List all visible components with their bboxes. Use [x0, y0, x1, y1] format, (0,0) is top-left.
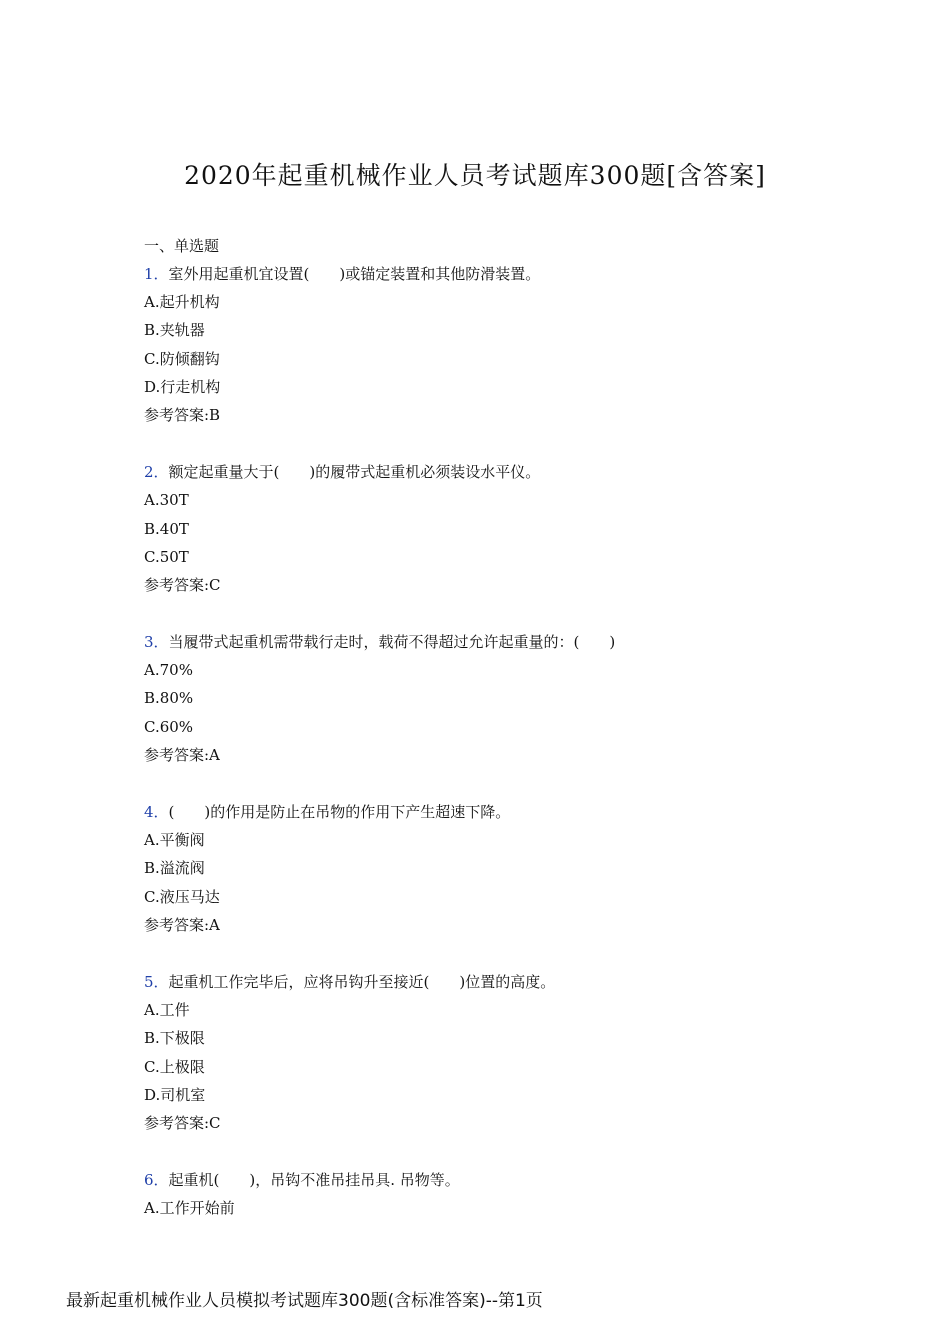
- question-text: 起重机工作完毕后，应将吊钩升至接近( )位置的高度。: [168, 972, 556, 991]
- answer-option: A.工作开始前: [144, 1199, 235, 1218]
- question-number: 4．: [144, 803, 169, 821]
- question-block: [144, 628, 844, 769]
- page-footer: 最新起重机械作业人员模拟考试题库300题(含标准答案)--第1页: [66, 1291, 543, 1311]
- answer-option: C.防倾翻钩: [144, 349, 220, 368]
- answer-option: B.80%: [144, 689, 194, 708]
- reference-answer: 参考答案:C: [144, 575, 221, 594]
- question-spacer: [144, 769, 844, 798]
- answer-option: A.平衡阀: [144, 831, 205, 850]
- question-number: 2．: [144, 463, 169, 482]
- answer-option: B.溢流阀: [144, 859, 205, 878]
- question-list: [144, 232, 844, 1222]
- question-block: [144, 260, 844, 429]
- answer-option: B.40T: [144, 519, 189, 538]
- question-spacer: [144, 1137, 844, 1166]
- answer-option: C.60%: [144, 717, 194, 736]
- answer-option: D.行走机构: [144, 377, 221, 396]
- answer-option: A.工件: [144, 1001, 190, 1020]
- document-title: 2020年起重机械作业人员考试题库300题[含答案]: [184, 161, 766, 190]
- section-heading: 一、单选题: [144, 237, 220, 255]
- answer-option: A.起升机构: [144, 293, 220, 312]
- answer-option: C.50T: [144, 547, 189, 566]
- answer-option: D.司机室: [144, 1085, 206, 1104]
- question-block: [144, 798, 844, 939]
- question-block: [144, 458, 844, 599]
- question-text: 室外用起重机宜设置( )或锚定装置和其他防滑装置。: [168, 265, 541, 283]
- question-number: 6．: [144, 1171, 169, 1190]
- question-stem: [144, 968, 844, 996]
- question-text: 起重机( )，吊钩不准吊挂吊具. 吊物等。: [168, 1171, 460, 1190]
- question-stem: [144, 628, 844, 656]
- question-spacer: [144, 939, 844, 968]
- question-text: ( )的作用是防止在吊物的作用下产生超速下降。: [168, 803, 511, 821]
- question-number: 1．: [144, 265, 169, 283]
- answer-option: B.夹轨器: [144, 321, 205, 340]
- question-stem: [144, 1166, 844, 1194]
- question-stem: [144, 798, 844, 826]
- questions-container: [144, 260, 844, 1222]
- question-spacer: [144, 599, 844, 628]
- reference-answer: 参考答案:C: [144, 1113, 221, 1132]
- question-stem: [144, 260, 844, 288]
- question-block: [144, 1166, 844, 1222]
- question-number: 5．: [144, 972, 169, 991]
- question-text: 当履带式起重机需带载行走时，载荷不得超过允许起重量的：( ): [168, 633, 616, 652]
- question-number: 3．: [144, 633, 169, 652]
- answer-option: C.上极限: [144, 1057, 205, 1076]
- answer-option: A.30T: [144, 491, 189, 510]
- reference-answer: 参考答案:B: [144, 405, 221, 424]
- answer-option: C.液压马达: [144, 887, 220, 906]
- question-spacer: [144, 429, 844, 458]
- reference-answer: 参考答案:A: [144, 915, 220, 934]
- reference-answer: 参考答案:A: [144, 745, 220, 764]
- answer-option: A.70%: [144, 661, 193, 680]
- question-text: 额定起重量大于( )的履带式起重机必须装设水平仪。: [168, 463, 541, 482]
- answer-option: B.下极限: [144, 1029, 205, 1048]
- question-block: [144, 968, 844, 1137]
- question-stem: [144, 458, 844, 486]
